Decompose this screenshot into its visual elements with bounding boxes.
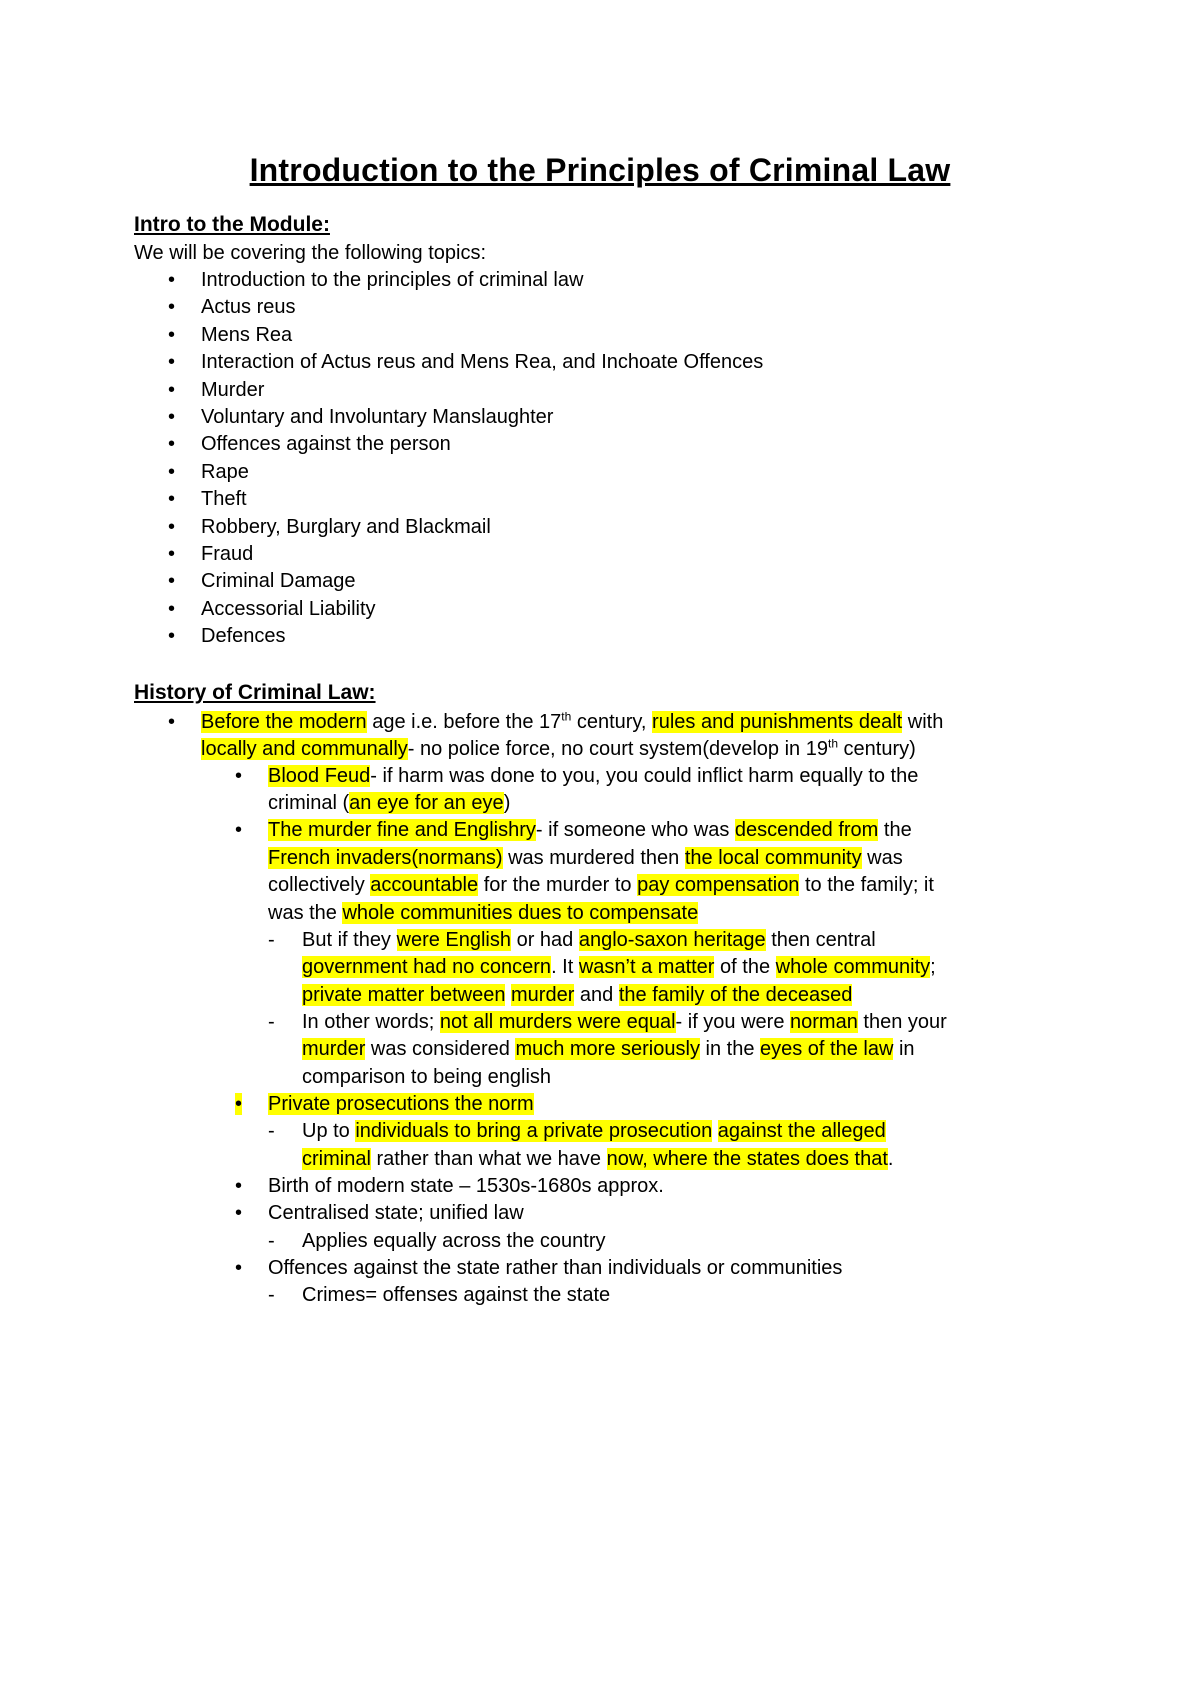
highlighted-text: much more seriously — [515, 1038, 700, 1060]
topic-item: Introduction to the principles of criminal law — [201, 269, 584, 291]
topic-item: Defences — [201, 625, 286, 648]
text-run: with — [902, 711, 944, 733]
text-run: the — [878, 819, 912, 841]
text-run: to the family; it — [799, 874, 934, 896]
bullet-marker: • — [168, 460, 176, 483]
history-heading: History of Criminal Law: — [134, 681, 376, 704]
history-line — [268, 900, 698, 926]
dash-marker: - — [268, 1284, 275, 1306]
highlighted-text: accountable — [370, 874, 479, 896]
highlighted-text: not all murders were equal — [439, 1011, 676, 1033]
highlighted-text: now, where the states does that — [606, 1148, 888, 1170]
text-run: Crimes= offenses against the state — [302, 1284, 611, 1306]
topic-item: Rape — [201, 460, 249, 483]
history-line — [302, 1228, 606, 1254]
bullet-marker: • — [168, 406, 176, 428]
text-run: Up to — [302, 1120, 356, 1142]
bullet-marker: • — [168, 378, 176, 401]
text-run: century) — [838, 738, 916, 760]
history-line — [302, 1009, 947, 1035]
highlighted-text: whole communities dues to compensate — [342, 902, 699, 924]
text-run: - if you were — [675, 1011, 791, 1033]
highlighted-text: murder — [302, 1038, 366, 1060]
bullet-marker: • — [168, 323, 176, 346]
history-line — [268, 817, 912, 843]
text-run: century, — [571, 711, 653, 733]
highlighted-text: against the alleged — [717, 1120, 886, 1142]
topic-item: Fraud — [201, 543, 254, 565]
topic-item: Interaction of Actus reus and Mens Rea, and Inchoate Offences — [201, 351, 764, 374]
text-run: - if harm was done to you, you could inflict harm equally to the — [370, 765, 919, 787]
history-line — [268, 872, 934, 898]
text-run: was considered — [365, 1038, 516, 1060]
highlighted-text: descended from — [734, 819, 879, 841]
text-run: ) — [503, 792, 511, 814]
history-line — [302, 1064, 551, 1090]
highlighted-text: locally and communally — [201, 738, 408, 760]
text-run: Centralised state; unified law — [268, 1202, 524, 1224]
topic-item: Theft — [201, 488, 247, 511]
history-line — [268, 1255, 842, 1281]
text-run: . — [887, 1148, 894, 1170]
bullet-marker: • — [168, 515, 176, 538]
history-line — [268, 1200, 524, 1226]
page-title: Introduction to the Principles of Criminal Law — [249, 152, 951, 188]
highlighted-text: were English — [396, 929, 512, 951]
text-run: th — [561, 709, 572, 724]
highlighted-text: private matter between — [302, 984, 506, 1006]
dash-marker: - — [268, 1011, 275, 1033]
bullet-marker: • — [235, 1202, 243, 1224]
text-run: - no police force, no court system(develop in 19 — [407, 738, 828, 760]
text-run: in — [893, 1038, 915, 1060]
text-run: ; — [930, 956, 936, 978]
highlighted-text: The murder fine and Englishry — [268, 819, 536, 841]
bullet-marker: • — [168, 711, 176, 733]
highlighted-text: wasn’t a matter — [578, 956, 715, 978]
history-line — [302, 927, 876, 953]
history-line — [268, 763, 918, 789]
text-run: In other words; — [302, 1011, 440, 1033]
text-run: and — [574, 984, 619, 1006]
bullet-marker: • — [168, 570, 176, 593]
topic-item: Mens Rea — [201, 323, 293, 346]
topic-item: Robbery, Burglary and Blackmail — [201, 515, 491, 538]
highlighted-text: the family of the deceased — [618, 984, 853, 1006]
history-line — [201, 709, 943, 735]
highlighted-text: French invaders(normans) — [268, 847, 503, 869]
highlighted-text: government had no concern — [302, 956, 552, 978]
highlighted-text: Blood Feud — [268, 765, 371, 787]
dash-marker: - — [268, 1230, 275, 1252]
bullet-marker: • — [168, 597, 176, 620]
highlighted-text: individuals to bring a private prosecution — [355, 1120, 713, 1142]
text-run: collectively — [268, 874, 371, 896]
highlighted-text: anglo-saxon heritage — [578, 929, 766, 951]
bullet-marker: • — [235, 1257, 243, 1279]
highlighted-text: pay compensation — [637, 874, 800, 896]
text-run: criminal ( — [268, 792, 350, 814]
highlighted-text: whole community — [775, 956, 931, 978]
topic-item: Voluntary and Involuntary Manslaughter — [201, 406, 554, 428]
bullet-marker: • — [235, 1093, 243, 1115]
text-run: th — [827, 736, 838, 751]
text-run: was — [861, 847, 903, 869]
history-line — [302, 1118, 886, 1144]
history-line — [268, 1091, 534, 1117]
text-run: in the — [699, 1038, 760, 1060]
history-line — [268, 845, 903, 871]
bullet-marker: • — [168, 625, 176, 648]
text-run: then your — [857, 1011, 947, 1033]
history-line — [302, 1146, 893, 1172]
history-line — [302, 1282, 610, 1308]
highlighted-text: norman — [790, 1011, 858, 1033]
bullet-marker: • — [235, 765, 243, 787]
highlighted-text: Before the modern — [201, 711, 367, 733]
text-run: - if someone who was — [535, 819, 735, 841]
bullet-marker: • — [235, 819, 243, 841]
text-run: age i.e. before the 17 — [366, 711, 562, 733]
topic-item: Offences against the person — [201, 433, 451, 456]
text-run: Applies equally across the country — [302, 1230, 606, 1252]
highlighted-text: the local community — [684, 847, 862, 869]
text-run: or had — [511, 929, 579, 951]
highlighted-text: an eye for an eye — [349, 792, 504, 814]
bullet-marker: • — [235, 1175, 243, 1197]
dash-marker: - — [268, 929, 275, 951]
text-run: But if they — [302, 929, 397, 951]
bullet-marker: • — [168, 351, 176, 374]
topic-item: Accessorial Liability — [201, 597, 376, 620]
intro-heading: Intro to the Module: — [134, 213, 330, 236]
highlighted-text: rules and punishments dealt — [652, 711, 903, 733]
bullet-marker: • — [168, 433, 176, 456]
history-line — [201, 736, 916, 762]
text-run: Birth of modern state – 1530s-1680s approx. — [268, 1175, 664, 1197]
highlighted-text: eyes of the law — [760, 1038, 894, 1060]
bullet-marker: • — [168, 543, 176, 565]
text-run: Offences against the state rather than individuals or communities — [268, 1257, 843, 1279]
text-run: was murdered then — [502, 847, 685, 869]
intro-lead: We will be covering the following topics: — [134, 242, 487, 264]
bullet-marker: • — [168, 269, 176, 291]
topic-item: Actus reus — [201, 296, 296, 319]
topic-item: Criminal Damage — [201, 570, 356, 593]
history-line — [302, 1036, 915, 1062]
topic-item: Murder — [201, 378, 265, 401]
bullet-marker: • — [168, 296, 176, 319]
text-run: then central — [765, 929, 876, 951]
history-line — [268, 790, 510, 816]
text-run: of the — [714, 956, 776, 978]
history-line — [268, 1173, 664, 1199]
text-run: for the murder to — [478, 874, 638, 896]
highlighted-text: Private prosecutions the norm — [268, 1093, 534, 1115]
text-run: comparison to being english — [302, 1066, 552, 1088]
history-line — [302, 982, 852, 1008]
text-run — [712, 1120, 718, 1142]
highlighted-text: murder — [511, 984, 575, 1006]
text-run: rather than what we have — [370, 1148, 607, 1170]
text-run: was the — [268, 902, 343, 924]
bullet-marker: • — [168, 488, 176, 511]
highlighted-text: criminal — [302, 1148, 371, 1170]
text-run: . It — [551, 956, 579, 978]
dash-marker: - — [268, 1120, 275, 1142]
history-line — [302, 954, 936, 980]
